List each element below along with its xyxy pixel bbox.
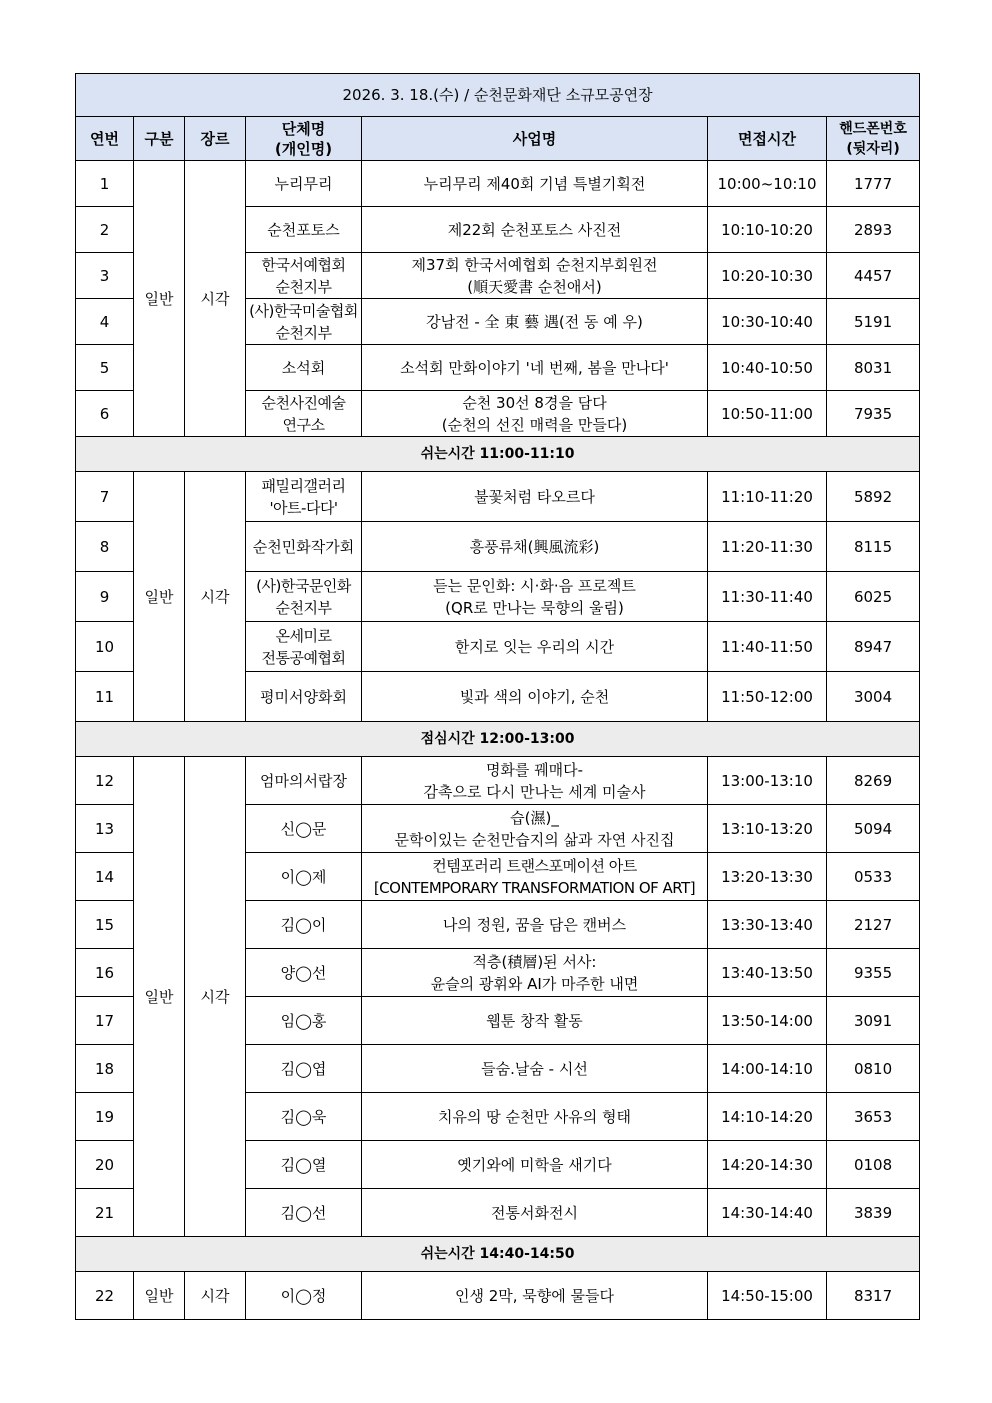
row-number: 5 [76, 345, 134, 391]
project-name-cell [362, 1141, 708, 1189]
group-name-cell [246, 207, 362, 253]
row-number: 1 [76, 161, 134, 207]
row-number: 3 [76, 253, 134, 299]
group-name-cell-line: 김◯이 [280, 915, 327, 934]
interview-time-cell: 14:20-14:30 [708, 1141, 827, 1189]
group-name-cell [246, 1189, 362, 1237]
group-name-cell [246, 472, 362, 522]
header-genre: 장르 [185, 117, 246, 161]
break-row [76, 437, 920, 472]
row-number: 8 [76, 522, 134, 572]
group-name-cell [246, 622, 362, 672]
group-name-cell-line: 순천지부 [275, 277, 332, 296]
phone-suffix-cell: 3091 [827, 997, 920, 1045]
row-number: 17 [76, 997, 134, 1045]
group-name-cell [246, 253, 362, 299]
interview-time-cell: 13:10-13:20 [708, 805, 827, 853]
group-name-cell-line: 연구소 [282, 415, 325, 434]
row-number: 13 [76, 805, 134, 853]
row-number: 9 [76, 572, 134, 622]
project-name-cell-line: 들숨.날숨 - 시선 [481, 1059, 588, 1078]
row-number: 16 [76, 949, 134, 997]
project-name-cell [362, 161, 708, 207]
group-name-cell-line: 순천지부 [275, 323, 332, 342]
break-label: 쉬는시간 11:00-11:10 [76, 437, 920, 472]
group-name-cell-line: 김◯선 [280, 1203, 327, 1222]
project-name-cell [362, 997, 708, 1045]
phone-suffix-cell: 3004 [827, 672, 920, 722]
row-number: 18 [76, 1045, 134, 1093]
group-name-cell-line: 이◯정 [280, 1286, 327, 1305]
group-name-cell-line: 전통공예협회 [261, 648, 346, 667]
project-name-cell-line: 치유의 땅 순천만 사유의 형태 [438, 1107, 631, 1126]
title-row [76, 74, 920, 117]
group-name-cell-line: 이◯제 [280, 867, 327, 886]
interview-time-cell: 14:30-14:40 [708, 1189, 827, 1237]
project-name-cell-line: 흥풍류채(興風流彩) [469, 537, 600, 556]
project-name-cell-line: 불꽃처럼 타오르다 [474, 487, 595, 506]
row-number: 15 [76, 901, 134, 949]
interview-time-cell: 11:40-11:50 [708, 622, 827, 672]
genre-cell: 시각 [185, 1272, 246, 1320]
interview-time-cell: 13:50-14:00 [708, 997, 827, 1045]
category-cell: 일반 [134, 757, 185, 1237]
interview-time-cell: 13:30-13:40 [708, 901, 827, 949]
interview-time-cell: 14:00-14:10 [708, 1045, 827, 1093]
header-group: 단체명 (개인명) [246, 117, 362, 161]
project-name-cell-line: 습(濕)_ [510, 808, 559, 827]
group-name-cell [246, 1272, 362, 1320]
genre-cell: 시각 [185, 757, 246, 1237]
group-name-cell [246, 1141, 362, 1189]
genre-cell: 시각 [185, 161, 246, 437]
interview-time-cell: 10:10-10:20 [708, 207, 827, 253]
phone-suffix-cell: 7935 [827, 391, 920, 437]
project-name-cell-line: (順天愛書 순천애서) [467, 277, 602, 296]
table-row [76, 161, 920, 207]
interview-time-cell: 10:20-10:30 [708, 253, 827, 299]
project-name-cell-line: 순천 30선 8경을 담다 [462, 393, 607, 412]
phone-suffix-cell: 0810 [827, 1045, 920, 1093]
phone-suffix-cell: 9355 [827, 949, 920, 997]
phone-suffix-cell: 8269 [827, 757, 920, 805]
schedule-title: 2026. 3. 18.(수) / 순천문화재단 소규모공연장 [76, 74, 920, 117]
group-name-cell [246, 672, 362, 722]
project-name-cell-line: 웹툰 창작 활동 [486, 1011, 583, 1030]
project-name-cell-line: 윤슬의 광휘와 AI가 마주한 내면 [430, 974, 639, 993]
row-number: 20 [76, 1141, 134, 1189]
group-name-cell [246, 757, 362, 805]
project-name-cell [362, 1272, 708, 1320]
group-name-cell-line: 신◯문 [280, 819, 327, 838]
phone-suffix-cell: 5191 [827, 299, 920, 345]
group-name-cell-line: (사)한국미술협회 [249, 301, 358, 320]
project-name-cell-line: 옛기와에 미학을 새기다 [457, 1155, 612, 1174]
interview-time-cell: 13:20-13:30 [708, 853, 827, 901]
group-name-cell [246, 1093, 362, 1141]
interview-time-cell: 14:50-15:00 [708, 1272, 827, 1320]
header-project: 사업명 [362, 117, 708, 161]
header-time: 면접시간 [708, 117, 827, 161]
group-name-cell [246, 805, 362, 853]
group-name-cell-line: 순천포토스 [267, 220, 340, 239]
group-name-cell [246, 522, 362, 572]
group-name-cell-line: (사)한국문인화 [256, 576, 351, 595]
phone-suffix-cell: 5094 [827, 805, 920, 853]
project-name-cell [362, 622, 708, 672]
project-name-cell [362, 299, 708, 345]
break-row [76, 1237, 920, 1272]
header-no: 연번 [76, 117, 134, 161]
group-name-cell-line: 온세미로 [275, 626, 332, 645]
row-number: 4 [76, 299, 134, 345]
phone-suffix-cell: 8031 [827, 345, 920, 391]
project-name-cell-line: 강남전 - 全 東 藝 遇(전 동 예 우) [426, 312, 643, 331]
project-name-cell-line: 제37회 한국서예협회 순천지부회원전 [411, 255, 658, 274]
group-name-cell [246, 391, 362, 437]
table-row [76, 757, 920, 805]
group-name-cell-line: 패밀리갤러리 [261, 476, 346, 495]
header-row [76, 117, 920, 161]
interview-time-cell: 10:00~10:10 [708, 161, 827, 207]
project-name-cell-line: 문학이있는 순천만습지의 삶과 자연 사진집 [394, 830, 675, 849]
group-name-cell-line: 임◯홍 [280, 1011, 327, 1030]
project-name-cell-line: 인생 2막, 묵향에 물들다 [454, 1286, 615, 1305]
project-name-cell [362, 672, 708, 722]
project-name-cell-line: 누리무리 제40회 기념 특별기획전 [423, 174, 646, 193]
phone-suffix-cell: 1777 [827, 161, 920, 207]
interview-time-cell: 10:30-10:40 [708, 299, 827, 345]
group-name-cell-line: 소석회 [281, 358, 326, 377]
group-name-cell [246, 853, 362, 901]
interview-time-cell: 13:40-13:50 [708, 949, 827, 997]
project-name-cell [362, 345, 708, 391]
group-name-cell [246, 572, 362, 622]
group-name-cell-line: 한국서예협회 [261, 255, 346, 274]
group-name-cell-line: '아트-다다' [269, 498, 338, 517]
interview-time-cell: 11:50-12:00 [708, 672, 827, 722]
project-name-cell [362, 757, 708, 805]
phone-suffix-cell: 4457 [827, 253, 920, 299]
project-name-cell-line: 제22회 순천포토스 사진전 [447, 220, 622, 239]
phone-suffix-cell: 2127 [827, 901, 920, 949]
project-name-cell-line: 소석회 만화이야기 '네 번째, 봄을 만나다' [400, 358, 669, 377]
project-name-cell-line: 감촉으로 다시 만나는 세계 미술사 [423, 782, 646, 801]
break-label: 쉬는시간 14:40-14:50 [76, 1237, 920, 1272]
header-category: 구분 [134, 117, 185, 161]
project-name-cell [362, 901, 708, 949]
project-name-cell [362, 853, 708, 901]
project-name-cell [362, 1093, 708, 1141]
project-name-cell [362, 572, 708, 622]
interview-time-cell: 13:00-13:10 [708, 757, 827, 805]
phone-suffix-cell: 8947 [827, 622, 920, 672]
row-number: 11 [76, 672, 134, 722]
interview-time-cell: 11:10-11:20 [708, 472, 827, 522]
row-number: 7 [76, 472, 134, 522]
group-name-cell [246, 949, 362, 997]
group-name-cell [246, 997, 362, 1045]
group-name-cell-line: 양◯선 [280, 963, 327, 982]
project-name-cell-line: 적층(積層)된 서사: [472, 952, 597, 971]
row-number: 22 [76, 1272, 134, 1320]
table-row [76, 472, 920, 522]
row-number: 6 [76, 391, 134, 437]
row-number: 2 [76, 207, 134, 253]
project-name-cell-line: 전통서화전시 [491, 1203, 578, 1222]
project-name-cell [362, 391, 708, 437]
break-label: 점심시간 12:00-13:00 [76, 722, 920, 757]
group-name-cell [246, 299, 362, 345]
project-name-cell [362, 522, 708, 572]
project-name-cell [362, 1045, 708, 1093]
project-name-cell [362, 253, 708, 299]
interview-time-cell: 14:10-14:20 [708, 1093, 827, 1141]
project-name-cell [362, 207, 708, 253]
group-name-cell-line: 누리무리 [274, 174, 333, 193]
group-name-cell-line: 순천사진예술 [261, 393, 346, 412]
row-number: 19 [76, 1093, 134, 1141]
group-name-cell [246, 161, 362, 207]
group-name-cell-line: 김◯욱 [280, 1107, 327, 1126]
interview-time-cell: 10:50-11:00 [708, 391, 827, 437]
project-name-cell-line: (QR로 만나는 묵향의 울림) [445, 598, 624, 617]
group-name-cell-line: 김◯열 [280, 1155, 327, 1174]
phone-suffix-cell: 0533 [827, 853, 920, 901]
project-name-cell-line: (순천의 선진 매력을 만들다) [441, 415, 628, 434]
project-name-cell [362, 472, 708, 522]
phone-suffix-cell: 5892 [827, 472, 920, 522]
interview-time-cell: 10:40-10:50 [708, 345, 827, 391]
group-name-cell [246, 345, 362, 391]
project-name-cell-line: 듣는 문인화: 시·화·음 프로젝트 [433, 576, 636, 595]
phone-suffix-cell: 3653 [827, 1093, 920, 1141]
row-number: 14 [76, 853, 134, 901]
row-number: 10 [76, 622, 134, 672]
group-name-cell-line: 순천지부 [275, 598, 332, 617]
phone-suffix-cell: 0108 [827, 1141, 920, 1189]
phone-suffix-cell: 8317 [827, 1272, 920, 1320]
project-name-cell-line: 한지로 잇는 우리의 시간 [454, 637, 615, 656]
phone-suffix-cell: 6025 [827, 572, 920, 622]
interview-time-cell: 11:30-11:40 [708, 572, 827, 622]
phone-suffix-cell: 3839 [827, 1189, 920, 1237]
project-name-cell [362, 805, 708, 853]
group-name-cell [246, 1045, 362, 1093]
group-name-cell [246, 901, 362, 949]
group-name-cell-line: 엄마의서랍장 [260, 771, 347, 790]
category-cell: 일반 [134, 161, 185, 437]
group-name-cell-line: 평미서양화회 [260, 687, 347, 706]
phone-suffix-cell: 2893 [827, 207, 920, 253]
project-name-cell-line: 나의 정원, 꿈을 담은 캔버스 [442, 915, 627, 934]
row-number: 21 [76, 1189, 134, 1237]
interview-time-cell: 11:20-11:30 [708, 522, 827, 572]
project-name-cell-line: 빛과 색의 이야기, 순천 [459, 687, 610, 706]
phone-suffix-cell: 8115 [827, 522, 920, 572]
project-name-cell [362, 949, 708, 997]
project-name-cell-line: 명화를 꿰매다- [485, 760, 584, 779]
group-name-cell-line: 김◯엽 [280, 1059, 327, 1078]
project-name-cell-line: [CONTEMPORARY TRANSFORMATION OF ART] [373, 878, 696, 897]
table-row [76, 1272, 920, 1320]
category-cell: 일반 [134, 472, 185, 722]
category-cell: 일반 [134, 1272, 185, 1320]
group-name-cell-line: 순천민화작가회 [252, 537, 355, 556]
break-row [76, 722, 920, 757]
row-number: 12 [76, 757, 134, 805]
header-phone: 핸드폰번호 (뒷자리) [827, 117, 920, 161]
schedule-table [75, 73, 920, 1320]
project-name-cell [362, 1189, 708, 1237]
project-name-cell-line: 컨템포러리 트랜스포메이션 아트 [432, 856, 637, 875]
genre-cell: 시각 [185, 472, 246, 722]
